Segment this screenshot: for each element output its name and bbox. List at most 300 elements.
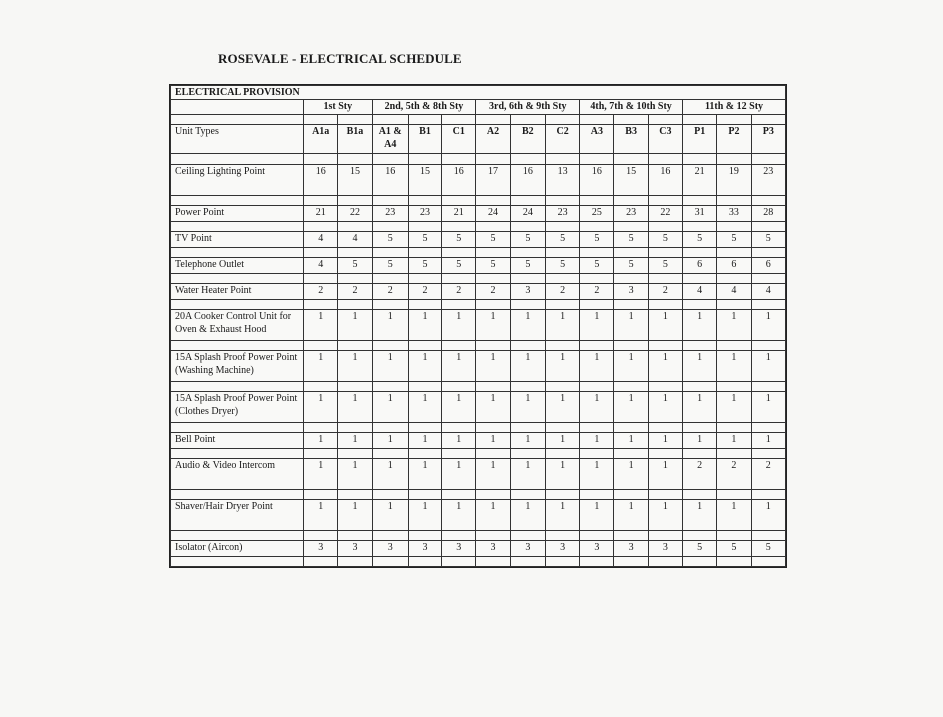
blank-cell [648,341,682,351]
provision-value: 1 [580,392,614,423]
table-row [171,500,786,531]
provision-value: 1 [372,500,408,531]
provision-value: 2 [372,284,408,300]
provision-value: 2 [408,284,441,300]
provision-value: 4 [304,258,338,274]
blank-cell [510,382,545,392]
blank-cell [545,490,579,500]
provision-value: 1 [614,433,648,449]
provision-value: 22 [648,206,682,222]
provision-value: 3 [545,541,579,557]
provision-value: 5 [372,258,408,274]
provision-value: 23 [751,165,785,196]
spacer-row [171,222,786,232]
blank-cell [580,274,614,284]
blank-cell [545,154,579,165]
provision-value: 1 [442,500,476,531]
blank-cell [510,222,545,232]
provision-value: 1 [614,351,648,382]
provision-label: Shaver/Hair Dryer Point [171,500,304,531]
provision-label: 15A Splash Proof Power Point (Clothes Dryer) [171,392,304,423]
spacer-row [171,490,786,500]
provision-value: 1 [510,351,545,382]
blank-cell [408,341,441,351]
provision-value: 1 [648,500,682,531]
provision-value: 1 [442,310,476,341]
provision-value: 1 [648,459,682,490]
blank-cell [683,557,717,567]
provision-value: 24 [476,206,510,222]
floor-group-header: 11th & 12 Sty [683,100,786,115]
blank-cell [338,531,372,541]
blank-cell [171,248,304,258]
blank-cell [751,423,785,433]
blank-cell [304,490,338,500]
blank-cell [476,196,510,206]
spacer-row [171,115,786,125]
provision-value: 1 [408,351,441,382]
spacer-row [171,531,786,541]
blank-cell [171,490,304,500]
provision-value: 5 [683,232,717,248]
spacer-row [171,248,786,258]
provision-value: 3 [476,541,510,557]
blank-cell [372,423,408,433]
blank-cell [338,115,372,125]
blank-cell [408,274,441,284]
provision-value: 1 [683,310,717,341]
provision-value: 1 [717,392,751,423]
provision-value: 1 [372,310,408,341]
blank-cell [372,449,408,459]
provision-label: TV Point [171,232,304,248]
blank-cell [476,382,510,392]
unit-type-header: A1a [304,125,338,154]
blank-cell [442,300,476,310]
blank-cell [338,341,372,351]
blank-cell [442,423,476,433]
table-row [171,284,786,300]
provision-value: 17 [476,165,510,196]
provision-value: 23 [372,206,408,222]
blank-cell [580,341,614,351]
provision-value: 2 [751,459,785,490]
provision-value: 1 [580,310,614,341]
blank-cell [545,196,579,206]
table-row [171,310,786,341]
provision-label: 20A Cooker Control Unit for Oven & Exhaust Hood [171,310,304,341]
provision-value: 5 [408,258,441,274]
blank-cell [408,154,441,165]
provision-value: 5 [580,232,614,248]
blank-cell [614,248,648,258]
blank-cell [304,341,338,351]
blank-cell [717,490,751,500]
blank-cell [648,423,682,433]
provision-value: 2 [338,284,372,300]
blank-cell [751,490,785,500]
provision-label: Water Heater Point [171,284,304,300]
provision-value: 1 [545,392,579,423]
provision-value: 1 [717,433,751,449]
blank-cell [545,423,579,433]
blank-cell [683,300,717,310]
floor-group-header: 1st Sty [304,100,373,115]
blank-cell [304,274,338,284]
blank-cell [304,115,338,125]
provision-value: 1 [717,310,751,341]
blank-cell [648,154,682,165]
provision-value: 1 [580,351,614,382]
provision-value: 5 [408,232,441,248]
blank-cell [580,248,614,258]
provision-value: 5 [683,541,717,557]
table-row [171,232,786,248]
blank-cell [338,248,372,258]
provision-value: 5 [751,541,785,557]
provision-value: 1 [648,351,682,382]
provision-value: 1 [545,433,579,449]
blank-cell [545,449,579,459]
unit-type-header: P1 [683,125,717,154]
spacer-row [171,154,786,165]
blank-cell [476,490,510,500]
blank-cell [304,531,338,541]
blank-cell [338,300,372,310]
blank-cell [648,531,682,541]
provision-value: 21 [442,206,476,222]
blank-cell [476,557,510,567]
blank-cell [372,557,408,567]
section-label: ELECTRICAL PROVISION [171,86,786,100]
provision-value: 23 [614,206,648,222]
provision-value: 1 [476,310,510,341]
provision-value: 2 [717,459,751,490]
blank-cell [476,423,510,433]
blank-cell [408,196,441,206]
provision-value: 1 [683,351,717,382]
provision-value: 5 [545,232,579,248]
blank-cell [648,115,682,125]
provision-value: 21 [304,206,338,222]
blank-cell [338,274,372,284]
provision-value: 1 [545,459,579,490]
blank-cell [545,274,579,284]
blank-cell [751,196,785,206]
blank-cell [648,222,682,232]
blank-cell [476,222,510,232]
blank-cell [442,154,476,165]
section-title-row [171,86,786,100]
provision-value: 1 [408,433,441,449]
blank-cell [614,222,648,232]
provision-value: 1 [510,433,545,449]
spacer-row [171,449,786,459]
provision-value: 5 [648,232,682,248]
provision-label: Audio & Video Intercom [171,459,304,490]
provision-value: 15 [408,165,441,196]
provision-value: 1 [304,500,338,531]
table-row [171,165,786,196]
blank-cell [717,300,751,310]
blank-cell [717,449,751,459]
blank-cell [751,341,785,351]
blank-cell [614,341,648,351]
provision-value: 1 [338,459,372,490]
provision-value: 1 [304,433,338,449]
blank-cell [751,154,785,165]
blank-cell [372,382,408,392]
provision-value: 1 [510,500,545,531]
blank-cell [338,154,372,165]
blank-cell [683,341,717,351]
provision-value: 3 [510,541,545,557]
blank-cell [510,196,545,206]
blank-cell [304,248,338,258]
blank-cell [372,341,408,351]
blank-cell [476,274,510,284]
blank-cell [751,557,785,567]
provision-value: 5 [717,541,751,557]
provision-value: 5 [372,232,408,248]
provision-value: 16 [442,165,476,196]
blank-cell [476,248,510,258]
blank-cell [717,423,751,433]
provision-value: 1 [338,392,372,423]
blank-cell [338,222,372,232]
blank-cell [408,449,441,459]
provision-value: 16 [510,165,545,196]
blank-cell [614,531,648,541]
blank-cell [442,490,476,500]
provision-value: 3 [372,541,408,557]
provision-value: 3 [304,541,338,557]
unit-type-header: P2 [717,125,751,154]
blank-cell [683,154,717,165]
blank-cell [408,557,441,567]
blank-cell [304,222,338,232]
blank-cell [408,531,441,541]
blank-cell [580,300,614,310]
provision-value: 1 [408,392,441,423]
blank-cell [304,382,338,392]
provision-value: 5 [580,258,614,274]
blank-cell [683,196,717,206]
provision-value: 1 [338,351,372,382]
blank-cell [580,196,614,206]
blank-cell [614,449,648,459]
provision-value: 15 [614,165,648,196]
provision-value: 2 [442,284,476,300]
table-row [171,459,786,490]
provision-value: 16 [648,165,682,196]
blank-cell [171,382,304,392]
provision-value: 3 [510,284,545,300]
provision-value: 1 [751,500,785,531]
provision-value: 5 [442,258,476,274]
unit-type-header: A1 & A4 [372,125,408,154]
provision-value: 3 [338,541,372,557]
blank-cell [338,423,372,433]
spacer-row [171,341,786,351]
blank-cell [545,300,579,310]
spacer-row [171,557,786,567]
blank-cell [545,557,579,567]
blank-cell [476,341,510,351]
provision-value: 4 [338,232,372,248]
blank-cell [751,274,785,284]
table-row [171,541,786,557]
spacer-row [171,382,786,392]
floor-group-header: 3rd, 6th & 9th Sty [476,100,580,115]
provision-value: 6 [717,258,751,274]
blank-cell [580,115,614,125]
unit-type-header: C1 [442,125,476,154]
provision-value: 1 [683,500,717,531]
blank-cell [614,154,648,165]
blank-cell [648,490,682,500]
provision-value: 28 [751,206,785,222]
blank-cell [372,274,408,284]
provision-value: 23 [545,206,579,222]
provision-value: 5 [545,258,579,274]
provision-value: 3 [580,541,614,557]
blank-cell [614,382,648,392]
blank-cell [408,300,441,310]
blank-cell [171,300,304,310]
blank-cell [683,274,717,284]
provision-value: 1 [683,433,717,449]
blank-cell [304,423,338,433]
floor-group-header: 2nd, 5th & 8th Sty [372,100,476,115]
blank-cell [717,115,751,125]
blank-cell [338,449,372,459]
blank-cell [510,274,545,284]
blank-cell [580,557,614,567]
provision-value: 1 [580,433,614,449]
provision-value: 1 [338,310,372,341]
blank-cell [751,382,785,392]
provision-value: 4 [683,284,717,300]
provision-value: 1 [442,392,476,423]
blank-cell [442,382,476,392]
unit-type-header: P3 [751,125,785,154]
provision-value: 1 [338,433,372,449]
unit-type-header: C2 [545,125,579,154]
provision-value: 3 [614,284,648,300]
blank-cell [304,154,338,165]
provision-value: 3 [442,541,476,557]
blank-cell [614,490,648,500]
provision-value: 1 [408,459,441,490]
provision-value: 1 [510,310,545,341]
blank-cell [648,449,682,459]
blank-cell [545,341,579,351]
blank-cell [171,557,304,567]
blank-cell [614,115,648,125]
provision-value: 1 [614,392,648,423]
spacer-row [171,196,786,206]
blank-cell [171,196,304,206]
blank-cell [338,382,372,392]
blank-cell [510,248,545,258]
provision-value: 21 [683,165,717,196]
blank-cell [751,222,785,232]
provision-value: 1 [510,392,545,423]
blank-cell [717,154,751,165]
provision-value: 6 [683,258,717,274]
floor-group-header: 4th, 7th & 10th Sty [580,100,683,115]
unit-types-label: Unit Types [171,125,304,154]
provision-value: 1 [545,310,579,341]
blank-cell [751,248,785,258]
provision-value: 1 [476,392,510,423]
blank-cell [171,423,304,433]
provision-value: 1 [580,500,614,531]
provision-value: 3 [648,541,682,557]
provision-value: 1 [304,310,338,341]
blank-cell [510,300,545,310]
unit-type-header: A3 [580,125,614,154]
blank-cell [717,341,751,351]
provision-value: 5 [510,258,545,274]
provision-value: 31 [683,206,717,222]
provision-value: 1 [372,459,408,490]
blank-cell [648,196,682,206]
unit-types-row [171,125,786,154]
provision-value: 33 [717,206,751,222]
blank-cell [545,531,579,541]
provision-value: 5 [476,258,510,274]
electrical-schedule-table [169,84,787,568]
blank-cell [510,531,545,541]
provision-value: 1 [717,351,751,382]
blank-cell [171,449,304,459]
blank-cell [648,248,682,258]
provision-value: 1 [751,351,785,382]
blank-cell [372,115,408,125]
provision-value: 1 [304,351,338,382]
table-row [171,258,786,274]
blank-cell [408,382,441,392]
blank-cell [717,382,751,392]
provision-value: 1 [304,392,338,423]
provision-value: 1 [614,310,648,341]
spacer-row [171,274,786,284]
blank-cell [683,490,717,500]
provision-label: Power Point [171,206,304,222]
table-row [171,392,786,423]
blank-cell [372,222,408,232]
blank-cell [476,115,510,125]
blank-cell [717,196,751,206]
blank-cell [614,423,648,433]
blank-cell [408,222,441,232]
blank-cell [442,341,476,351]
provision-value: 1 [442,459,476,490]
spacer-row [171,300,786,310]
blank-cell [580,531,614,541]
blank-cell [171,341,304,351]
blank-cell [408,423,441,433]
blank-cell [510,449,545,459]
provision-value: 1 [442,351,476,382]
provision-value: 1 [545,500,579,531]
provision-label: Isolator (Aircon) [171,541,304,557]
provision-value: 1 [614,459,648,490]
provision-value: 5 [476,232,510,248]
blank-cell [717,248,751,258]
